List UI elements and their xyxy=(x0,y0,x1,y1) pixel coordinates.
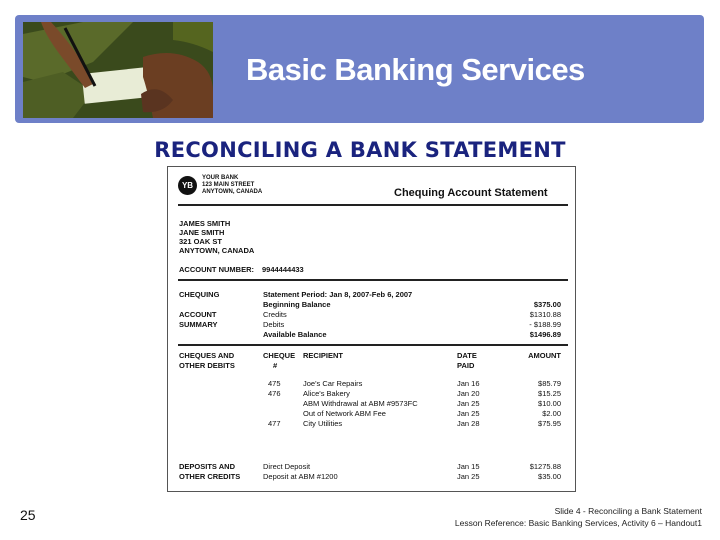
debit-date: Jan 16 xyxy=(457,379,480,388)
credits-label: OTHER CREDITS xyxy=(179,472,241,481)
summary-label: Beginning Balance xyxy=(263,300,331,309)
credit-description: Deposit at ABM #1200 xyxy=(263,472,338,481)
slide-title: RECONCILING A BANK STATEMENT xyxy=(154,138,566,162)
debit-amount: $15.25 xyxy=(538,389,561,398)
credits-label: DEPOSITS AND xyxy=(179,462,235,471)
divider xyxy=(178,279,568,281)
summary-amount: $1496.89 xyxy=(529,330,561,339)
debit-date: Jan 25 xyxy=(457,399,480,408)
debit-date: Jan 25 xyxy=(457,409,480,418)
column-header-cheque-hash: # xyxy=(273,361,278,370)
debit-date: Jan 20 xyxy=(457,389,480,398)
divider xyxy=(178,344,568,346)
bank-statement xyxy=(167,166,576,492)
account-number-label: ACCOUNT NUMBER: xyxy=(179,265,254,274)
customer-line: 321 OAK ST xyxy=(179,237,222,246)
customer-line: JANE SMITH xyxy=(179,228,225,237)
account-number: 9944444433 xyxy=(262,265,304,274)
header-photo xyxy=(23,22,213,118)
credit-amount: $35.00 xyxy=(538,472,561,481)
bank-address-line: 123 MAIN STREET xyxy=(202,182,255,188)
summary-label: Available Balance xyxy=(263,330,327,339)
debit-amount: $10.00 xyxy=(538,399,561,408)
summary-amount: $1310.88 xyxy=(529,310,561,319)
customer-line: ANYTOWN, CANADA xyxy=(179,246,255,255)
credit-date: Jan 15 xyxy=(457,462,480,471)
debit-recipient: Out of Network ABM Fee xyxy=(303,409,386,418)
column-header-paid: PAID xyxy=(457,361,475,370)
bank-address-line: YOUR BANK xyxy=(202,175,239,181)
column-header-recipient: RECIPIENT xyxy=(303,351,344,360)
column-header-date: DATE xyxy=(457,351,477,360)
credit-date: Jan 25 xyxy=(457,472,480,481)
debit-recipient: Joe's Car Repairs xyxy=(303,379,363,388)
chequing-label: CHEQUING xyxy=(179,290,220,299)
banner-title: Basic Banking Services xyxy=(246,52,585,87)
debit-amount: $2.00 xyxy=(542,409,561,418)
bank-logo: YB xyxy=(178,176,197,195)
debit-cheque: 475 xyxy=(268,379,281,388)
page-number: 25 xyxy=(20,507,36,523)
customer-line: JAMES SMITH xyxy=(179,219,231,228)
statement-period: Statement Period: Jan 8, 2007-Feb 6, 2007 xyxy=(263,290,413,299)
debit-recipient: Alice's Bakery xyxy=(303,389,350,398)
footer-lesson-reference: Lesson Reference: Basic Banking Services, Activity 6 – Handout1 xyxy=(454,518,702,528)
debit-recipient: City Utilities xyxy=(303,419,343,428)
debits-label: CHEQUES AND xyxy=(179,351,235,360)
summary-label: Credits xyxy=(263,310,287,319)
debit-amount: $85.79 xyxy=(538,379,561,388)
footer-slide-reference: Slide 4 - Reconciling a Bank Statement xyxy=(554,506,702,516)
debit-recipient: ABM Withdrawal at ABM #9573FC xyxy=(303,399,418,408)
summary-amount: $375.00 xyxy=(533,300,561,309)
account-summary-label: SUMMARY xyxy=(179,320,218,329)
column-header-amount: AMOUNT xyxy=(528,351,561,360)
summary-label: Debits xyxy=(263,320,285,329)
statement-title: Chequing Account Statement xyxy=(394,187,548,199)
summary-amount: - $188.99 xyxy=(529,320,561,329)
debits-label: OTHER DEBITS xyxy=(179,361,235,370)
debit-cheque: 477 xyxy=(268,419,281,428)
credit-amount: $1275.88 xyxy=(529,462,561,471)
debit-amount: $75.95 xyxy=(538,419,561,428)
debit-date: Jan 28 xyxy=(457,419,480,428)
credit-description: Direct Deposit xyxy=(263,462,311,471)
divider xyxy=(178,204,568,206)
debit-cheque: 476 xyxy=(268,389,281,398)
column-header-cheque: CHEQUE xyxy=(263,351,296,360)
account-summary-label: ACCOUNT xyxy=(179,310,217,319)
bank-address-line: ANYTOWN, CANADA xyxy=(202,189,263,195)
